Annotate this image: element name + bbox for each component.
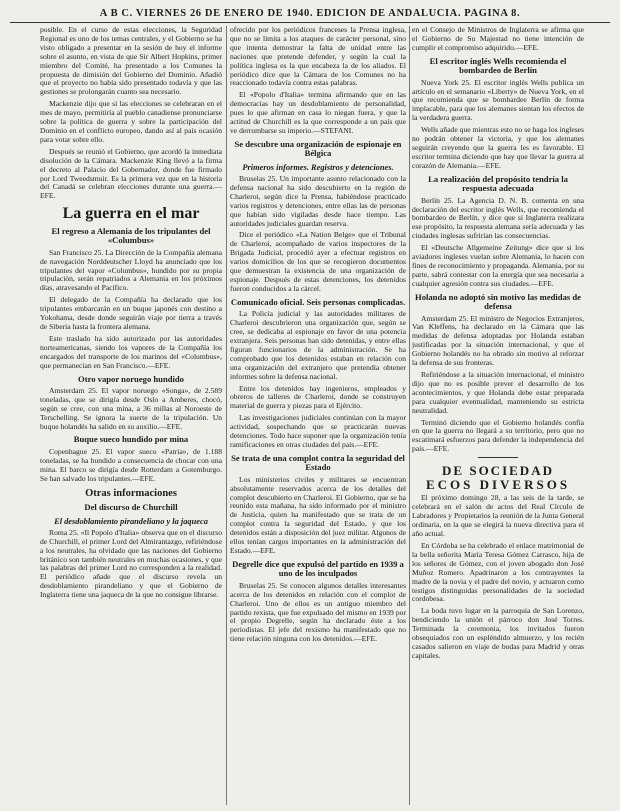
article-headline: Otro vapor noruego hundido xyxy=(78,373,184,384)
paragraph: La boda tuvo lugar en la parroquia de San Lorenzo, bendiciendo la unión el párroco don José Torres. Terminada la ceremonia, los invitados fueron obsequiados con un espléndido almuerzo, y los recién casados salieron en viaje de bodas para Madrid y otras capitales. xyxy=(412,606,584,660)
paragraph: Copenhague 25. El vapor sueco «Patria», de 1.188 toneladas, se ha hundido a consecuencia de chocar con una mina. El barco se dirigía desde Rotterdam a Gotemburgo. Se han salvado los tripulantes.—EFE. xyxy=(40,446,222,483)
article-headline: Del discurso de Churchill xyxy=(84,502,178,513)
paragraph: El «Deutsche Allgemeine Zeitung» dice que si los aviadores ingleses vuelan sobre Alemania, lo hacen con fines de reconocimiento y propaganda. Alemania, por su parte, sabrá contestar con la energía que sea necesaria a cualquier agresión contra sus ciudades.—EFE. xyxy=(412,243,584,288)
paragraph: Amsterdam 25. El ministro de Negocios Extranjeros, Van Kleffens, ha declarado en la Cámara que las medidas de defensa adoptadas por Holanda estaban justificadas por la situación internacional, y que el Gobierno holandés no ha obrado sin motivo al reforzar la defensa de sus fronteras. xyxy=(412,313,584,368)
paragraph: ofrecido por los periódicos franceses la Prensa inglesa, que no se limita a los ataques de carácter personal, sino que intenta demostrar la falta de unidad entre las naciones que pretende defender, y según la cual la política inglesa es la que encabeza la de los aliados. El periódico dice que la Cámara de los Comunes no ha reaccionado todavía contra estas palabras. xyxy=(230,26,406,88)
paragraph: en el Consejo de Ministros de Inglaterra se afirma que el Gobierno de Su Majestad no tiene intención de cumplir el compromiso adquirido.—EFE. xyxy=(412,26,584,52)
society-title: DE SOCIEDAD xyxy=(442,463,554,479)
column-divider xyxy=(409,26,410,805)
society-subtitle: ECOS DIVERSOS xyxy=(425,476,571,492)
header-rule xyxy=(10,22,610,23)
article-headline: Degrelle dice que expulsó del partido en 1939 a uno de los inculpados xyxy=(232,558,404,579)
paragraph: Amsterdam 25. El vapor noruego «Songa», de 2.589 toneladas, que se dirigía desde Oslo a Amberes, chocó, según se cree, con una mina, a 36 millas al Noroeste de Terschelling. Se ignora la suerte de la tripulación. Un buque holandés ha salido en su auxilio.—EFE. xyxy=(40,385,222,431)
paragraph: En Córdoba se ha celebrado el enlace matrimonial de la bella señorita María Teresa Gómez Carrasco, hija de los señores de Gómez, con el joven abogado don José Muñoz Romero. Apadrinaron a los contrayentes la madre de la novia y el padre del novio, y actuaron como testigos distinguidas personalidades de la sociedad cordobesa. xyxy=(412,540,584,604)
society-heading xyxy=(412,464,584,491)
section-divider xyxy=(478,457,518,458)
paragraph: Nueva York 25. El escritor inglés Wells publica un artículo en el semanario «Liberty» de Nueva York, en el que recomienda que se bombardee Berlín de forma implacable, para que los alemanes sientan los efectos de la verdadera guerra. xyxy=(412,77,584,123)
paragraph: Las investigaciones judiciales continúan con la mayor actividad, sospechando que se practicarán nuevas detenciones. Todo hace suponer que la organización tenía ramificaciones en otras ciudades del país.—EFE. xyxy=(230,413,406,449)
article-headline: Comunicado oficial. Seis personas complicadas. xyxy=(230,296,406,307)
article-headline: Holanda no adoptó sin motivo las medidas de defensa xyxy=(415,291,581,312)
paragraph: Bruselas 25. Se conocen algunos detalles interesantes acerca de los detenidos en relación con el complot de Charleroi. Uno de ellos es un antiguo miembro del partido rexista, que fue expulsado del mismo en 1939 por el propio Degrelle, según ha declarado éste a los periodistas. El jefe del rexismo ha manifestado que no tiene relación ninguna con los detenidos.—EFE. xyxy=(230,580,406,644)
paragraph: Terminó diciendo que el Gobierno holandés confía en que la guerra no llegará a su territorio, pero que no escatimará esfuerzos para defender la independencia del país.—EFE. xyxy=(412,417,584,454)
paragraph: San Francisco 25. La Dirección de la Compañía alemana de navegación Norddeutscher Lloyd ha anunciado que los tripulantes del vapor «Columbus», hundido por su propia tripulación, serán repatriados a Alemania en los próximos días, atravesando el Pacífico. xyxy=(40,247,222,293)
section-title-war-at-sea: La guerra en el mar xyxy=(62,205,200,223)
column-3 xyxy=(412,26,584,807)
page-header: A B C. VIERNES 26 DE ENERO DE 1940. EDICION DE ANDALUCIA. PAGINA 8. xyxy=(99,8,521,19)
paragraph: Mackenzie dijo que si las elecciones se celebraran en el mes de mayo, permitiría al pueblo canadiense pronunciarse sobre la política de guerra y sobre la participación del Dominio en el conflicto europeo, dando así al país ocasión para votar sobre ello. xyxy=(40,99,222,144)
paragraph: Bruselas 25. Un importante asunto relacionado con la defensa nacional ha sido descubierto en la región de Charleroi, según dice la Prensa, habiéndose practicado varios registros y detenciones, entre ellas las de personas que habían sido vigiladas desde hace tiempo. Las autoridades judiciales guardan reserva. xyxy=(230,174,406,228)
article-headline: El regreso a Alemania de los tripulantes del «Columbus» xyxy=(51,225,211,246)
paragraph: Entre los detenidos hay ingenieros, empleados y obreros de talleres de Charleroi, donde se construyen material de guerra y piezas para el Ejército. xyxy=(230,383,406,411)
paragraph: Este traslado ha sido autorizado por las autoridades norteamericanas, siendo los vapores de la Compañía los encargados del transporte de los marinos del «Columbus», que permanecían en San Francisco.—EFE. xyxy=(40,333,222,370)
column-divider xyxy=(226,26,227,805)
paragraph: Después se reunió el Gobierno, que acordó la inmediata disolución de la Cámara. Mackenzie King llevó a la firma el decreto al Palacio del Gobernador, donde fue firmado por Lord Tweedsmuir. Es la primera vez que en la historia del Canadá se celebran elecciones durante una guerra.—EFE. xyxy=(40,146,222,201)
paragraph: El «Popolo d'Italia» termina afirmando que en las democracias hay un desdoblamiento de personalidad, pues lo que afirman en casa lo niegan fuera, y que la actitud de Churchill es la que corresponde a un país que ve derrumbarse su imperio.—STEFANI. xyxy=(230,90,406,135)
article-headline: La realización del propósito tendría la respuesta adecuada xyxy=(428,173,568,194)
paragraph: La Policía judicial y las autoridades militares de Charleroi descubrieron una organización que, según se cree, se dedicaba al espionaje en favor de una potencia extranjera. Seis personas han sido detenidas, y entre ellas figuran funcionarios de la administración. Se ha comprobado que los detenidos estaban en relación con una organización del extranjero que pretendía obtener informes sobre la defensa nacional. xyxy=(230,309,406,381)
article-subheadline: Primeros informes. Registros y detenciones. xyxy=(242,162,394,172)
paragraph: El próximo domingo 28, a las seis de la tarde, se celebrará en el salón de actos del Real Círculo de Labradores y Propietarios la reunión de la Junta General ordinaria, en la que se elegirá la nueva directiva para el año actual. xyxy=(412,493,584,539)
article-subheadline: El desdoblamiento pirandeliano y la jaqueca xyxy=(54,516,208,526)
paragraph: Berlín 25. La Agencia D. N. B. comenta en una declaración del escritor inglés Wells, que recomienda el bombardeo de Berlín, y dice que si Inglaterra realizara ese propósito, la respuesta alemana sería adecuada y las ciudades inglesas sufrirían las consecuencias. xyxy=(412,195,584,241)
article-headline: Buque sueco hundido por mina xyxy=(73,434,189,445)
paragraph: posible. En el curso de estas elecciones, la Seguridad Regional es uno de los temas centrales, y el Gobierno se ha visto obligado a presentar en la sesión de hoy el informe sobre el asunto, en vista de que Sir Albert Hopkins, primer miembro del Comité, ha presentado a los Comunes la propuesta de dimisión del Gobierno del Dominio. Añadió que el proyecto no había sido presentado todavía y que las gestiones se prolongarán cuanto sea necesario. xyxy=(40,26,222,97)
article-headline: Se trata de una complot contra la seguridad del Estado xyxy=(231,452,405,473)
article-headline: Se descubre una organización de espionaje en Bélgica xyxy=(234,138,402,159)
article-headline: El escritor inglés Wells recomienda el bombardeo de Berlín xyxy=(429,55,567,76)
paragraph: Roma 25. «Il Popolo d'Italia» observa que en el discurso de Churchill, el primer Lord del Almirantazgo, refiriéndose a los neutrales, ha olvidado que las naciones del Gobierno británico son también neutrales en muchas ocasiones, y que las palabras del primer Lord no corresponden a la realidad. El periódico añade que el discurso revela un desdoblamiento pirandeliano y que el Gobierno de Inglaterra tiene una jaqueca de la que no consigue librarse. xyxy=(40,527,222,600)
paragraph: Wells añade que mientras esto no se haga los ingleses no podrán obtener la victoria, y que los alemanes seguirán creyendo que la guerra les es favorable. El escritor termina diciendo que hay que llevar la guerra al corazón de Alemania.—EFE. xyxy=(412,125,584,170)
paragraph: El delegado de la Compañía ha declarado que los tripulantes embarcarán en un buque japonés con destino a Yokohama, desde donde seguirán viaje por tierra a través de Siberia hasta la frontera alemana. xyxy=(40,295,222,331)
section-title-other-news: Otras informaciones xyxy=(85,487,177,499)
paragraph: Los ministerios civiles y militares se encuentran absolutamente reservados acerca de los detalles del complot descubierto en Charleroi. El Gobierno, que se ha reunido esta mañana, ha sido informado por el ministro de Justicia, quien ha manifestado que se trata de un complot contra la seguridad del Estado, y que los detenidos están a disposición del juez militar. Algunos de ellos tenían cargos importantes en la administración del Estado.—EFE. xyxy=(230,474,406,555)
paragraph: Dice el periódico «La Nation Belge» que el Tribunal de Charleroi, acompañado de varios inspectores de la Brigada Judicial, procedió ayer a efectuar registros en varios domicilios de los que se recogieron documentos que demuestran la existencia de una organización de espionaje. Después de estas detenciones, los detenidos fueron conducidos a la cárcel. xyxy=(230,230,406,293)
column-1 xyxy=(40,26,222,807)
column-2 xyxy=(230,26,406,807)
paragraph: Refiriéndose a la situación internacional, el ministro dijo que no es posible prever el desarrollo de los acontecimientos, y que Holanda debe estar preparada para cualquier eventualidad, manteniendo su estricta neutralidad. xyxy=(412,370,584,415)
